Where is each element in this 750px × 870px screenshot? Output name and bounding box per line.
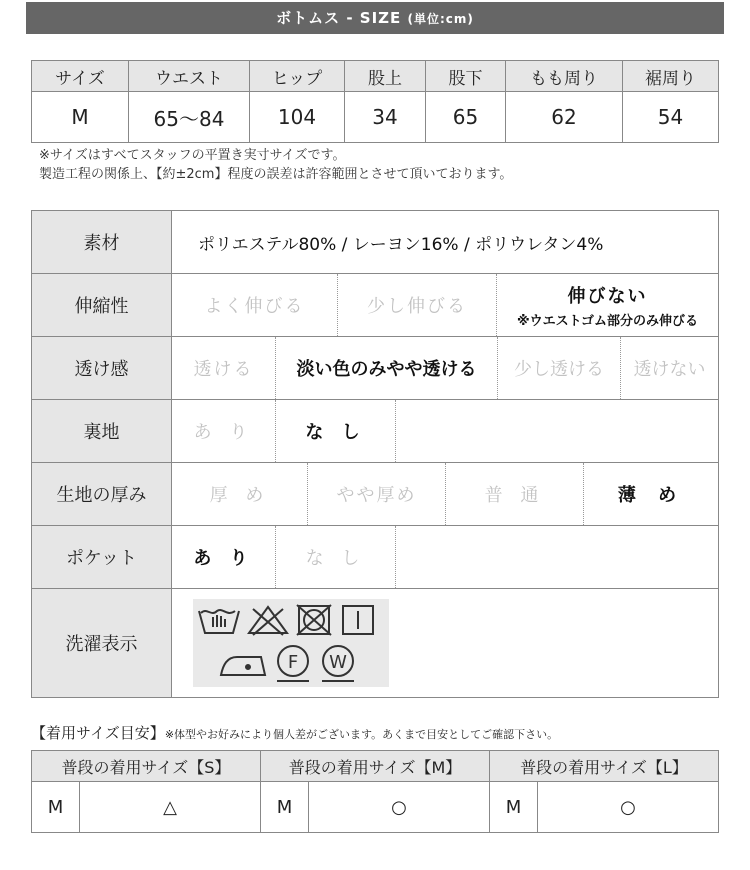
header-thigh: もも周り xyxy=(506,61,623,92)
sheer-option-sheer: 透ける xyxy=(172,337,276,399)
material-value: ポリエステル80% / レーヨン16% / ポリウレタン4% xyxy=(198,234,604,255)
pocket-label: ポケット xyxy=(32,526,172,588)
no-tumble-dry-icon xyxy=(297,605,331,635)
material-label: 素材 xyxy=(32,211,172,273)
size-table-header xyxy=(32,61,719,92)
note-measure: ※サイズはすべてスタッフの平置き実寸サイズです。 xyxy=(39,148,346,163)
stretch-option-none xyxy=(497,274,718,336)
fit-title-text: 【着用サイズ目安】 xyxy=(31,724,165,742)
spec-row-thickness xyxy=(32,463,718,526)
banner-unit: (単位:cm) xyxy=(407,12,474,26)
laundry-symbols xyxy=(193,599,389,687)
fit-mark-l: ○ xyxy=(538,782,719,833)
spec-table xyxy=(31,210,719,698)
pocket-option-yes: あ り xyxy=(172,526,276,588)
value-waist: 65〜84 xyxy=(129,92,250,143)
fit-table xyxy=(31,750,719,833)
laundry-symbols-svg xyxy=(193,599,389,687)
spec-row-laundry xyxy=(32,589,718,697)
iron-low-icon xyxy=(221,657,265,675)
value-thigh: 62 xyxy=(506,92,623,143)
lining-option-yes: あ り xyxy=(172,400,276,462)
lining-option-no: な し xyxy=(276,400,396,462)
no-bleach-icon xyxy=(249,607,287,635)
wet-clean-w-icon xyxy=(322,646,354,681)
size-notes xyxy=(39,146,512,184)
value-rise: 34 xyxy=(345,92,426,143)
value-hip: 104 xyxy=(250,92,345,143)
value-inseam: 65 xyxy=(426,92,506,143)
laundry-label: 洗濯表示 xyxy=(32,589,172,697)
thickness-option-thick: 厚 め xyxy=(172,463,308,525)
stretch-option-high: よく伸びる xyxy=(172,274,338,336)
sheer-option-slight: 少し透ける xyxy=(498,337,621,399)
sheer-label: 透け感 xyxy=(32,337,172,399)
dry-clean-f-letter: F xyxy=(287,652,299,673)
fit-header-l: 普段の着用サイズ【L】 xyxy=(490,751,719,782)
thickness-label: 生地の厚み xyxy=(32,463,172,525)
fit-header-m: 普段の着用サイズ【M】 xyxy=(261,751,490,782)
header-hip: ヒップ xyxy=(250,61,345,92)
header-waist: ウエスト xyxy=(129,61,250,92)
fit-guide-title xyxy=(31,722,558,743)
thickness-option-normal: 普 通 xyxy=(446,463,584,525)
stretch-label: 伸縮性 xyxy=(32,274,172,336)
stretch-option-some: 少し伸びる xyxy=(338,274,497,336)
line-dry-icon xyxy=(343,606,373,634)
header-rise: 股上 xyxy=(345,61,426,92)
fit-size-l: M xyxy=(490,782,538,833)
fit-title-note: ※体型やお好みにより個人差がございます。あくまで目安としてご確認下さい。 xyxy=(164,728,559,741)
value-hem: 54 xyxy=(623,92,719,143)
pocket-option-no: な し xyxy=(276,526,396,588)
spec-row-pocket xyxy=(32,526,718,589)
spec-row-material xyxy=(32,211,718,274)
thickness-option-thin: 薄 め xyxy=(617,485,685,506)
header-size: サイズ xyxy=(32,61,129,92)
fit-size-s: M xyxy=(32,782,80,833)
lining-label: 裏地 xyxy=(32,400,172,462)
wet-clean-w-letter: W xyxy=(329,652,347,673)
sheer-option-none: 透けない xyxy=(633,359,706,380)
fit-table-header xyxy=(32,751,719,782)
fit-table-row xyxy=(32,782,719,833)
spec-row-stretch xyxy=(32,274,718,337)
sheer-option-light-colors: 淡い色のみやや透ける xyxy=(276,337,498,399)
value-size: M xyxy=(32,92,129,143)
fit-header-s: 普段の着用サイズ【S】 xyxy=(32,751,261,782)
fit-mark-m: ○ xyxy=(309,782,490,833)
banner-title: ボトムス - SIZE xyxy=(276,9,402,27)
hand-wash-icon xyxy=(199,610,239,633)
dry-clean-f-icon xyxy=(277,646,309,681)
size-table-row xyxy=(32,92,719,143)
note-tolerance: 製造工程の関係上、【約±2cm】程度の誤差は許容範囲とさせて頂いております。 xyxy=(39,167,513,182)
header-inseam: 股下 xyxy=(426,61,506,92)
size-table xyxy=(31,60,719,143)
spec-row-lining xyxy=(32,400,718,463)
stretch-none-text: 伸びない xyxy=(567,285,648,307)
fit-mark-s: △ xyxy=(80,782,261,833)
spec-row-sheer xyxy=(32,337,718,400)
size-banner xyxy=(26,2,724,34)
fit-size-m: M xyxy=(261,782,309,833)
thickness-option-slightly-thick: やや厚め xyxy=(308,463,446,525)
header-hem: 裾周り xyxy=(623,61,719,92)
stretch-none-note: ※ウエストゴム部分のみ伸びる xyxy=(516,313,699,329)
